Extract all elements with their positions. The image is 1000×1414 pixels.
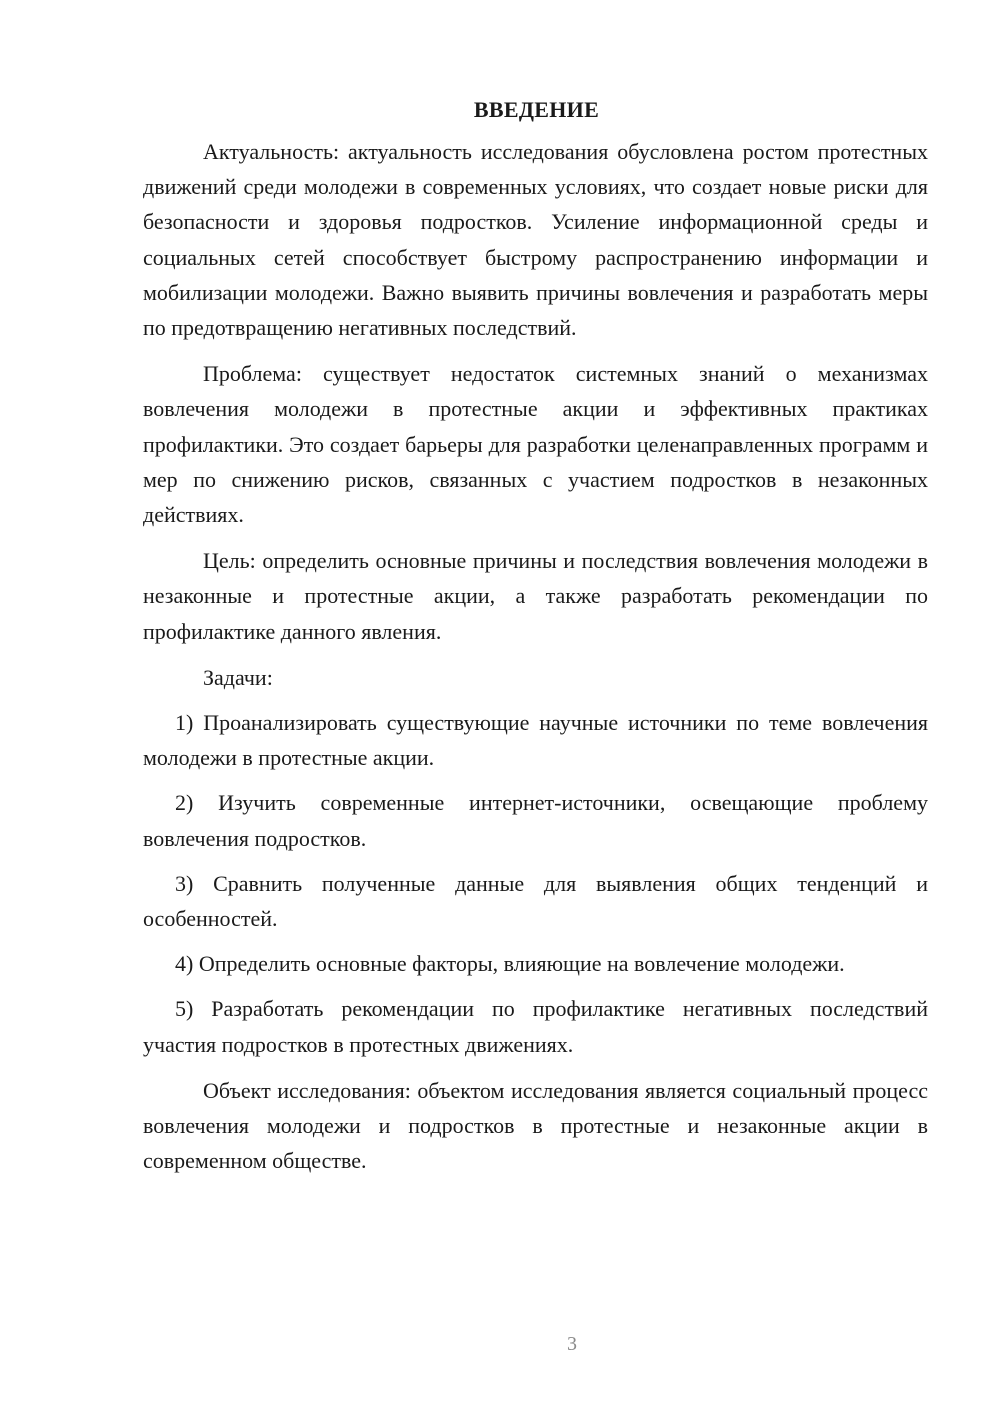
task-item-2: 2) Изучить современные интернет-источники, освещающие проблему вовлечения подростков. xyxy=(143,790,928,851)
paragraph-goal: Цель: определить основные причины и последствия вовлечения молодежи в незаконные и протестные акции, а также разработать рекомендации по профилактике данного явления. xyxy=(143,548,928,644)
page-number: 3 xyxy=(567,1333,577,1355)
section-heading: ВВЕДЕНИЕ xyxy=(473,97,600,122)
task-item-5: 5) Разработать рекомендации по профилактике негативных последствий участия подростков в протестных движениях. xyxy=(143,996,928,1057)
paragraph-problem: Проблема: существует недостаток системных знаний о механизмах вовлечения молодежи в протестные акции и эффективных практиках профилактики. Это создает барьеры для разработки целенаправленных программ и мер по снижению рисков, связанных с участием подростков в незаконных действиях. xyxy=(143,361,928,528)
tasks-label: Задачи: xyxy=(203,664,273,690)
paragraph-relevance: Актуальность: актуальность исследования обусловлена ростом протестных движений среди молодежи в современных условиях, что создает новые риски для безопасности и здоровья подростков. Усиление информационной среды и социальных сетей способствует быстрому распространению информации и мобилизации молодежи. Важно выявить причины вовлечения и разработать меры по предотвращению негативных последствий. xyxy=(143,139,928,341)
task-item-3: 3) Сравнить полученные данные для выявления общих тенденций и особенностей. xyxy=(143,870,928,932)
document-page xyxy=(143,92,928,1178)
paragraph-object: Объект исследования: объектом исследования является социальный процесс вовлечения молодежи и подростков в протестные и незаконные акции в современном обществе. xyxy=(143,1077,928,1174)
task-item-4: 4) Определить основные факторы, влияющие на вовлечение молодежи. xyxy=(175,951,845,977)
task-item-1: 1) Проанализировать существующие научные источники по теме вовлечения молодежи в протестные акции. xyxy=(143,710,928,771)
